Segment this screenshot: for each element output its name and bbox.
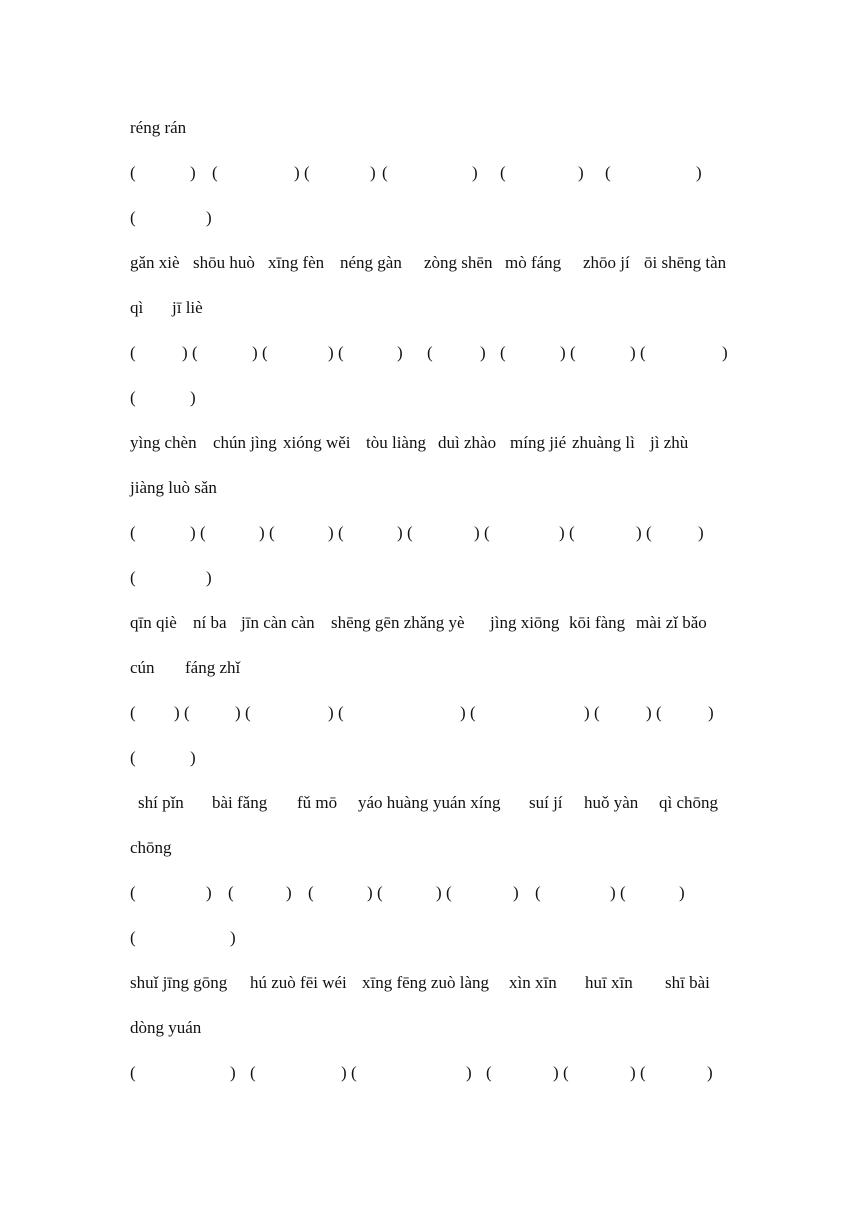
pinyin-row — [0, 838, 860, 862]
answer-blank[interactable]: ( — [446, 883, 452, 902]
answer-blank[interactable]: ) — [466, 1063, 472, 1082]
answer-blank[interactable]: ( — [250, 1063, 256, 1082]
answer-blank[interactable]: ) — [397, 343, 403, 362]
pinyin-row — [0, 478, 860, 502]
pinyin-word: jì zhù — [650, 433, 689, 452]
pinyin-row — [0, 793, 860, 817]
answer-blank[interactable]: ) — [174, 703, 180, 722]
answer-blank[interactable]: ( — [377, 883, 383, 902]
answer-blank[interactable]: ) — [610, 883, 616, 902]
answer-blank[interactable]: ( — [382, 163, 388, 182]
answer-blank[interactable]: ) — [190, 523, 196, 542]
answer-blank[interactable]: ( — [656, 703, 662, 722]
answer-blank[interactable]: ( — [486, 1063, 492, 1082]
pinyin-row — [0, 973, 860, 997]
pinyin-word: qīn qiè — [130, 613, 177, 632]
answer-blank-row — [0, 568, 860, 592]
answer-blank-row — [0, 928, 860, 952]
pinyin-word: jìng xiōng — [490, 613, 560, 632]
answer-blank[interactable]: ) — [480, 343, 486, 362]
answer-blank[interactable]: ) — [259, 523, 265, 542]
pinyin-word: bài fǎng — [212, 793, 268, 812]
answer-blank[interactable]: ( — [605, 163, 611, 182]
answer-blank[interactable]: ) — [230, 928, 236, 947]
pinyin-word: huī xīn — [585, 973, 633, 992]
answer-blank-row — [0, 523, 860, 547]
answer-blank[interactable]: ) — [646, 703, 652, 722]
answer-blank-row — [0, 1063, 860, 1087]
answer-blank[interactable]: ( — [130, 703, 136, 722]
answer-blank[interactable]: ( — [130, 343, 136, 362]
pinyin-word: cún — [130, 658, 155, 677]
pinyin-word: jiàng luò sǎn — [130, 478, 217, 497]
answer-blank[interactable]: ) — [328, 703, 334, 722]
pinyin-word: jīn càn càn — [241, 613, 315, 632]
answer-blank[interactable]: ( — [640, 1063, 646, 1082]
pinyin-word: yìng chèn — [130, 433, 197, 452]
answer-blank[interactable]: ) — [679, 883, 685, 902]
answer-blank-row — [0, 703, 860, 727]
answer-blank[interactable]: ) — [328, 523, 334, 542]
pinyin-row — [0, 658, 860, 682]
answer-blank[interactable]: ) — [698, 523, 704, 542]
answer-blank[interactable]: ) — [436, 883, 442, 902]
answer-blank[interactable]: ) — [328, 343, 334, 362]
pinyin-word: chún jìng — [213, 433, 277, 452]
pinyin-row — [0, 613, 860, 637]
answer-blank[interactable]: ( — [594, 703, 600, 722]
answer-blank[interactable]: ( — [228, 883, 234, 902]
answer-blank[interactable]: ( — [338, 703, 344, 722]
pinyin-word: xīng fèn — [268, 253, 325, 272]
answer-blank[interactable]: ( — [563, 1063, 569, 1082]
pinyin-word: kōi fàng — [569, 613, 626, 632]
answer-blank[interactable]: ) — [206, 883, 212, 902]
answer-blank[interactable]: ( — [304, 163, 310, 182]
pinyin-word: néng gàn — [340, 253, 402, 272]
answer-blank[interactable]: ) — [472, 163, 478, 182]
pinyin-row — [0, 253, 860, 277]
pinyin-word: mài zǐ bǎo — [636, 613, 707, 632]
pinyin-word: qì chōng — [659, 793, 719, 812]
answer-blank[interactable]: ) — [578, 163, 584, 182]
answer-blank[interactable]: ) — [252, 343, 258, 362]
answer-blank[interactable]: ( — [570, 343, 576, 362]
answer-blank[interactable]: ( — [470, 703, 476, 722]
answer-blank[interactable]: ( — [212, 163, 218, 182]
pinyin-word: qì — [130, 298, 144, 317]
answer-blank-row — [0, 163, 860, 187]
answer-blank[interactable]: ( — [500, 163, 506, 182]
pinyin-row — [0, 298, 860, 322]
answer-blank[interactable]: ) — [397, 523, 403, 542]
pinyin-word: mò fáng — [505, 253, 562, 272]
answer-blank[interactable]: ) — [636, 523, 642, 542]
answer-blank[interactable]: ) — [707, 1063, 713, 1082]
answer-blank[interactable]: ) — [190, 748, 196, 767]
pinyin-word: réng rán — [130, 118, 187, 137]
answer-blank[interactable]: ( — [184, 703, 190, 722]
answer-blank[interactable]: ) — [182, 343, 188, 362]
answer-blank[interactable]: ( — [351, 1063, 357, 1082]
answer-blank[interactable]: ( — [569, 523, 575, 542]
pinyin-word: yáo huàng — [358, 793, 429, 812]
answer-blank[interactable]: ) — [230, 1063, 236, 1082]
answer-blank[interactable]: ) — [630, 343, 636, 362]
answer-blank-row — [0, 748, 860, 772]
pinyin-word: dòng yuán — [130, 1018, 202, 1037]
answer-blank[interactable]: ) — [474, 523, 480, 542]
answer-blank[interactable]: ( — [130, 163, 136, 182]
answer-blank-row — [0, 388, 860, 412]
answer-blank[interactable]: ( — [130, 388, 136, 407]
answer-blank[interactable]: ( — [130, 568, 136, 587]
answer-blank-row — [0, 208, 860, 232]
pinyin-word: shī bài — [665, 973, 710, 992]
answer-blank[interactable]: ) — [553, 1063, 559, 1082]
answer-blank[interactable]: ) — [560, 343, 566, 362]
answer-blank[interactable]: ( — [130, 1063, 136, 1082]
answer-blank[interactable]: ( — [130, 523, 136, 542]
pinyin-word: míng jié — [510, 433, 567, 452]
pinyin-word: shí pǐn — [138, 793, 184, 812]
answer-blank[interactable]: ) — [190, 163, 196, 182]
answer-blank[interactable]: ( — [484, 523, 490, 542]
pinyin-word: yuán xíng — [433, 793, 501, 812]
pinyin-word: shōu huò — [193, 253, 255, 272]
answer-blank[interactable]: ) — [370, 163, 376, 182]
answer-blank[interactable]: ( — [338, 343, 344, 362]
answer-blank[interactable]: ) — [294, 163, 300, 182]
answer-blank-row — [0, 343, 860, 367]
answer-blank[interactable]: ) — [584, 703, 590, 722]
answer-blank[interactable]: ) — [206, 208, 212, 227]
answer-blank[interactable]: ) — [367, 883, 373, 902]
pinyin-word: huǒ yàn — [584, 793, 639, 812]
answer-blank[interactable]: ( — [130, 883, 136, 902]
answer-blank[interactable]: ) — [341, 1063, 347, 1082]
answer-blank[interactable]: ( — [308, 883, 314, 902]
pinyin-row — [0, 433, 860, 457]
answer-blank[interactable]: ( — [262, 343, 268, 362]
answer-blank[interactable]: ( — [535, 883, 541, 902]
answer-blank[interactable]: ( — [640, 343, 646, 362]
answer-blank[interactable]: ( — [130, 928, 136, 947]
answer-blank[interactable]: ( — [500, 343, 506, 362]
answer-blank[interactable]: ( — [192, 343, 198, 362]
answer-blank-row — [0, 883, 860, 907]
pinyin-word: hú zuò fēi wéi — [250, 973, 347, 992]
pinyin-word: zhōo jí — [583, 253, 630, 272]
pinyin-word: duì zhào — [438, 433, 497, 452]
answer-blank[interactable]: ) — [708, 703, 714, 722]
pinyin-word: zòng shēn — [424, 253, 493, 272]
answer-blank[interactable]: ) — [513, 883, 519, 902]
pinyin-word: zhuàng lì — [572, 433, 635, 452]
answer-blank[interactable]: ( — [646, 523, 652, 542]
pinyin-word: xīng fēng zuò làng — [362, 973, 489, 992]
answer-blank[interactable]: ( — [427, 343, 433, 362]
pinyin-row — [0, 1018, 860, 1042]
answer-blank[interactable]: ) — [630, 1063, 636, 1082]
pinyin-word: shēng gēn zhǎng yè — [331, 613, 465, 632]
pinyin-word: xìn xīn — [509, 973, 557, 992]
answer-blank[interactable]: ( — [407, 523, 413, 542]
answer-blank[interactable]: ( — [269, 523, 275, 542]
answer-blank[interactable]: ) — [460, 703, 466, 722]
pinyin-word: xióng wěi — [283, 433, 351, 452]
answer-blank[interactable]: ( — [130, 208, 136, 227]
answer-blank[interactable]: ( — [130, 748, 136, 767]
pinyin-word: fáng zhǐ — [185, 658, 241, 677]
pinyin-word: chōng — [130, 838, 172, 857]
answer-blank[interactable]: ) — [722, 343, 728, 362]
pinyin-word: shuǐ jīng gōng — [130, 973, 228, 992]
answer-blank[interactable]: ) — [696, 163, 702, 182]
pinyin-row — [0, 118, 860, 142]
answer-blank[interactable]: ( — [620, 883, 626, 902]
answer-blank[interactable]: ) — [286, 883, 292, 902]
pinyin-word: suí jí — [529, 793, 563, 812]
answer-blank[interactable]: ) — [559, 523, 565, 542]
pinyin-word: fǔ mō — [297, 793, 338, 812]
answer-blank[interactable]: ) — [206, 568, 212, 587]
answer-blank[interactable]: ( — [338, 523, 344, 542]
answer-blank[interactable]: ( — [245, 703, 251, 722]
pinyin-word: ōi shēng tàn — [644, 253, 727, 272]
answer-blank[interactable]: ( — [200, 523, 206, 542]
pinyin-word: tòu liàng — [366, 433, 426, 452]
pinyin-word: ní ba — [193, 613, 227, 632]
pinyin-word: gǎn xiè — [130, 253, 180, 272]
answer-blank[interactable]: ) — [190, 388, 196, 407]
answer-blank[interactable]: ) — [235, 703, 241, 722]
pinyin-word: jī liè — [172, 298, 203, 317]
